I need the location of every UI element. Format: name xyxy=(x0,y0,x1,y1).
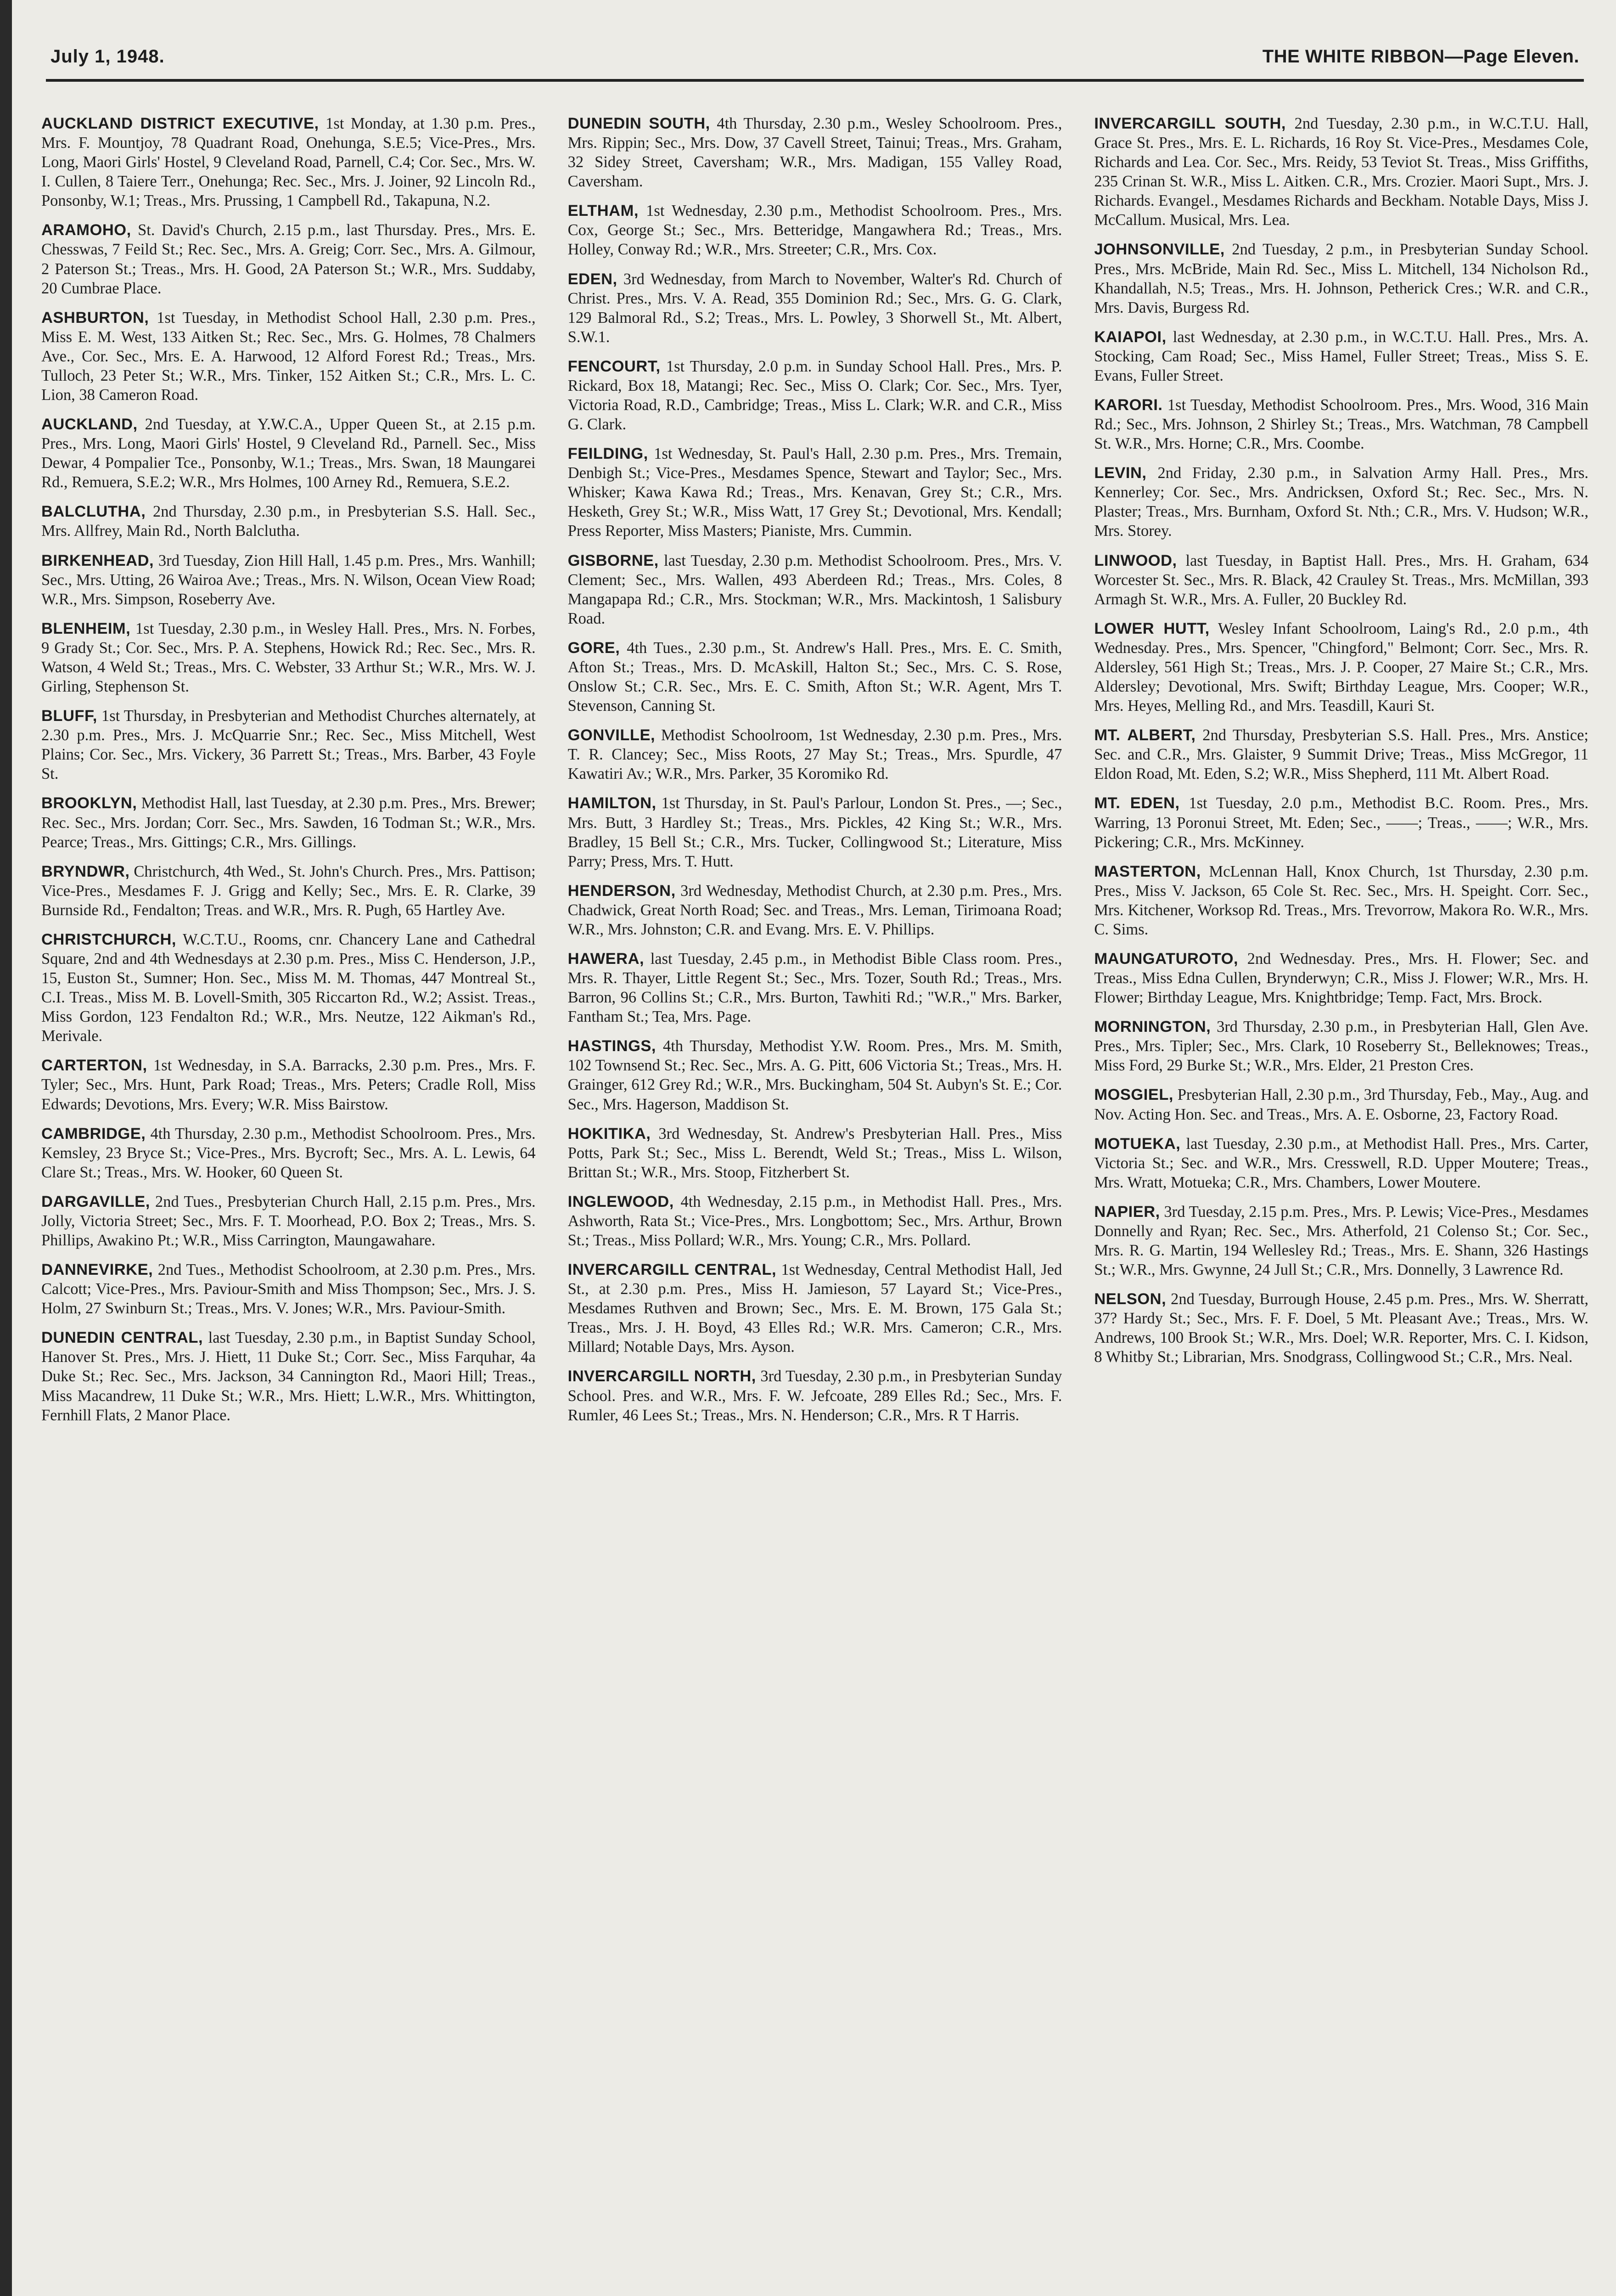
branch-entry xyxy=(568,638,1062,715)
branch-details: 2nd Tues., Methodist Schoolroom, at 2.30 p.m. Pres., Mrs. Calcott; Vice-Pres., Mrs. Paviour-Smith and Miss Thompson; Sec., Mrs. J. S. Holm, 27 Swinburn St.; Treas., Mrs. V. Jones; W.R., Mrs. Paviour-Smith. xyxy=(41,1261,536,1317)
branch-entry xyxy=(568,1192,1062,1250)
branch-details: 4th Tues., 2.30 p.m., St. Andrew's Hall. Pres., Mrs. E. C. Smith, Afton St.; Treas., Mrs. D. McAskill, Halton St.; Sec., Mrs. C. S. Rose, Onslow St.; C.R. Sec., Mrs. E. C. Smith, Afton St.; W.R. Agent, Mrs T. Stevenson, Canning St. xyxy=(567,639,1062,715)
branch-entry xyxy=(41,551,536,609)
branch-entry xyxy=(1094,1202,1588,1279)
branch-name: BLUFF, xyxy=(41,707,97,725)
branch-name: LOWER HUTT, xyxy=(1094,619,1210,637)
branch-entry xyxy=(568,444,1062,540)
page-binding-edge xyxy=(0,0,12,2296)
branch-name: MT. ALBERT, xyxy=(1094,726,1196,744)
branch-details: 3rd Wednesday, St. Andrew's Presbyterian Hall. Pres., Miss Potts, Park St.; Sec., Miss L. Berendt, Weld St.; Treas., Miss L. Wilson, Brittan St.; W.R., Mrs. Stoop, Fitzherbert St. xyxy=(567,1125,1062,1181)
branch-details: 2nd Thursday, Presbyterian S.S. Hall. Pres., Mrs. Anstice; Sec. and C.R., Mrs. Glaister, 9 Summit Drive; Treas., Miss McGregor, 11 Eldon Road, Mt. Eden, S.2; W.R., Miss Shepherd, 111 Mt. Albert Road. xyxy=(1094,726,1588,783)
branch-name: LINWOOD, xyxy=(1094,551,1177,569)
branch-name: DUNEDIN SOUTH, xyxy=(567,115,710,132)
branch-name: BIRKENHEAD, xyxy=(41,551,154,569)
branch-details: last Wednesday, at 2.30 p.m., in W.C.T.U. Hall. Pres., Mrs. A. Stocking, Cam Road; Sec., Miss Hamel, Fuller Street; Treas., Miss S. E. Evans, Fuller Street. xyxy=(1094,328,1588,384)
branch-entry xyxy=(568,201,1062,259)
branch-entry xyxy=(1094,114,1588,230)
branch-details: McLennan Hall, Knox Church, 1st Thursday, 2.30 p.m. Pres., Miss V. Jackson, 65 Cole St. Rec. Sec., Mrs. H. Speight. Corr. Sec., Mrs. Kitchener, Worksop Rd. Treas., Mrs. Trevorrow, Makora Ro. W.R., Mrs. C. Sims. xyxy=(1094,862,1588,938)
branch-name: DANNEVIRKE, xyxy=(41,1261,153,1279)
branch-name: AUCKLAND DISTRICT EXECUTIVE, xyxy=(41,115,319,132)
branch-details: 3rd Tuesday, Zion Hill Hall, 1.45 p.m. Pres., Mrs. Wanhill; Sec., Mrs. Utting, 26 Wairoa Ave.; Treas., Mrs. N. Wilson, Ocean View Road; W.R., Mrs. Simpson, Roseberry Ave. xyxy=(41,551,536,608)
branch-entry xyxy=(1094,240,1588,317)
branch-name: BROOKLYN, xyxy=(41,794,137,812)
directory-columns xyxy=(41,114,1588,2296)
branch-details: last Tuesday, 2.30 p.m., at Methodist Hall. Pres., Mrs. Carter, Victoria St.; Sec. and W.R., Mrs. Cresswell, R.D. Upper Moutere; Treas., Mrs. Wratt, Motueka; C.R., Mrs. Chambers, Lower Moutere. xyxy=(1094,1135,1588,1191)
branch-name: JOHNSONVILLE, xyxy=(1094,241,1225,259)
branch-entry xyxy=(41,1260,536,1318)
branch-name: HENDERSON, xyxy=(567,882,676,900)
branch-name: MOTUEKA, xyxy=(1094,1135,1181,1153)
branch-details: 3rd Tuesday, 2.30 p.m., in Presbyterian Sunday School. Pres. and W.R., Mrs. F. W. Jefcoate, 289 Elles Rd.; Sec., Mrs. F. Rumler, 46 Lees St.; Treas., Mrs. N. Henderson; C.R., Mrs. R T Harris. xyxy=(567,1367,1062,1424)
branch-details: last Tuesday, 2.45 p.m., in Methodist Bible Class room. Pres., Mrs. R. Thayer, Little Regent St.; Sec., Mrs. Tozer, South Rd.; Treas., Mrs. Barron, 96 Collins St.; C.R., Mrs. Burton, Tawhiti Rd.; "W.R.," Mrs. Barker, Fantham St.; Tea, Mrs. Page. xyxy=(567,950,1062,1026)
branch-name: MASTERTON, xyxy=(1094,862,1201,880)
branch-details: Methodist Hall, last Tuesday, at 2.30 p.m. Pres., Mrs. Brewer; Rec. Sec., Mrs. Jordan; Corr. Sec., Mrs. Sawden, 16 Todman St.; W.R., Mrs. Pearce; Treas., Mrs. Gittings; C.R., Mrs. Gillings. xyxy=(41,794,536,851)
branch-entry xyxy=(568,949,1062,1026)
branch-name: HASTINGS, xyxy=(567,1037,656,1055)
branch-details: 2nd Tuesday, 2 p.m., in Presbyterian Sunday School. Pres., Mrs. McBride, Main Rd. Sec., Miss L. Mitchell, 134 Nicholson Rd., Khandallah, N.5; Treas., Mrs. H. Johnson, Petherick Cres.; W.R. and C.R., Mrs. Davis, Burgess Rd. xyxy=(1094,241,1588,316)
branch-name: ARAMOHO, xyxy=(41,221,131,239)
branch-name: KARORI. xyxy=(1094,396,1163,414)
branch-details: last Tuesday, in Baptist Hall. Pres., Mrs. H. Graham, 634 Worcester St. Sec., Mrs. R. Black, 42 Crauley St. Treas., Mrs. McMillan, 393 Armagh St. W.R., Mrs. A. Fuller, 20 Buckley Rd. xyxy=(1094,551,1588,608)
branch-details: 2nd Thursday, 2.30 p.m., in Presbyterian S.S. Hall. Sec., Mrs. Allfrey, Main Rd., North Balclutha. xyxy=(41,503,536,540)
branch-entry xyxy=(568,793,1062,871)
branch-name: GISBORNE, xyxy=(567,551,659,569)
branch-name: NELSON, xyxy=(1094,1290,1167,1308)
branch-name: CHRISTCHURCH, xyxy=(41,930,176,948)
branch-name: BLENHEIM, xyxy=(41,619,131,637)
branch-name: LEVIN, xyxy=(1094,464,1147,482)
branch-details: 2nd Tues., Presbyterian Church Hall, 2.15 p.m. Pres., Mrs. Jolly, Victoria Street; Sec., Mrs. F. T. Moorhead, P.O. Box 2; Treas., Mrs. S. Phillips, Awakino Pt.; W.R., Miss Carrington, Maungawahare. xyxy=(41,1193,536,1249)
branch-entry xyxy=(41,308,536,405)
branch-details: 1st Thursday, 2.0 p.m. in Sunday School Hall. Pres., Mrs. P. Rickard, Box 18, Matangi; Rec. Sec., Miss O. Clark; Cor. Sec., Mrs. Tyer, Victoria Road, R.D., Cambridge; Treas., Miss L. Clark; W.R. and C.R., Miss G. Clark. xyxy=(567,357,1062,433)
branch-entry xyxy=(1094,1017,1588,1075)
branch-name: GONVILLE, xyxy=(567,726,656,744)
branch-name: EDEN, xyxy=(567,270,617,288)
branch-details: 1st Tuesday, Methodist Schoolroom. Pres., Mrs. Wood, 316 Main Rd.; Sec., Mrs. Johnson, 2 Shirley St.; Treas., Mrs. Watchman, 78 Campbell St. W.R., Mrs. Horne; C.R., Mrs. Coombe. xyxy=(1094,396,1588,453)
header-rule xyxy=(46,79,1584,82)
branch-entry xyxy=(41,220,536,298)
branch-name: FENCOURT, xyxy=(567,357,661,375)
branch-entry xyxy=(41,1056,536,1114)
branch-name: HOKITIKA, xyxy=(567,1125,651,1142)
branch-details: 1st Wednesday, St. Paul's Hall, 2.30 p.m. Pres., Mrs. Tremain, Denbigh St.; Vice-Pres., Mesdames Spence, Stewart and Taylor; Sec., Mrs. Whisker; Kawa Kawa Rd.; Treas., Mrs. Kenavan, Grey St.; C.R., Mrs. Hesketh, Grey St.; W.R., Miss Watt, 17 Grey St.; Devotional, Mrs. Kendall; Press Reporter, Miss Masters; Pianiste, Mrs. Cummin. xyxy=(567,445,1062,540)
branch-details: 1st Tuesday, 2.30 p.m., in Wesley Hall. Pres., Mrs. N. Forbes, 9 Grady St.; Cor. Sec., Mrs. P. A. Stephens, Howick Rd.; Rec. Sec., Mrs. R. Watson, 4 Weld St.; Treas., Mrs. C. Webster, 33 Arthur St.; W.R., Mrs. W. J. Girling, Stephenson St. xyxy=(41,619,536,696)
branch-details: 2nd Tuesday, 2.30 p.m., in W.C.T.U. Hall, Grace St. Pres., Mrs. E. L. Richards, 16 Roy St. Vice-Pres., Mesdames Cole, Richards and Lea. Cor. Sec., Mrs. Reidy, 53 Teviot St. Treas., Miss Griffiths, 235 Crinan St. W.R., Miss L. Aitken. C.R., Mrs. Crozier. Maori Supt., Mrs. J. Richards. Evangel., Mesdames Richards and Beckham. Notable Days, Miss J. McCallum. Musical, Mrs. Lea. xyxy=(1094,115,1588,229)
branch-entry xyxy=(1094,726,1588,783)
issue-date: July 1, 1948. xyxy=(50,46,165,67)
branch-name: AUCKLAND, xyxy=(41,416,138,433)
branch-details: last Tuesday, 2.30 p.m. Methodist Schoolroom. Pres., Mrs. V. Clement; Sec., Mrs. Wallen, 493 Aberdeen Rd.; Treas., Mrs. Coles, 8 Mangapapa Rd.; C.R., Mrs. Stockman; W.R., Mrs. Mackintosh, 1 Salisbury Road. xyxy=(567,551,1062,627)
branch-name: DUNEDIN CENTRAL, xyxy=(41,1329,203,1347)
branch-details: 2nd Friday, 2.30 p.m., in Salvation Army Hall. Pres., Mrs. Kennerley; Cor. Sec., Mrs. Andricksen, Oxford St.; Rec. Sec., Mrs. N. Plaster; Treas., Mrs. Burnham, Oxford St. Nth.; C.R., Mrs. V. Hudson; W.R., Mrs. Storey. xyxy=(1094,464,1588,540)
branch-entry xyxy=(41,114,536,210)
branch-entry xyxy=(1094,619,1588,715)
branch-entry xyxy=(1094,793,1588,851)
branch-name: ELTHAM, xyxy=(567,202,639,220)
branch-details: 1st Wednesday, Central Methodist Hall, Jed St., at 2.30 p.m. Pres., Miss H. Jamieson, 57 Layard St.; Vice-Pres., Mesdames Ruthven and Brown; Sec., Mrs. E. M. Brown, 175 Gala St.; Treas., Mrs. J. H. Boyd, 43 Elles Rd.; W.R. Mrs. Cameron; C.R., Mrs. Millard; Notable Days, Mrs. Ayson. xyxy=(567,1261,1062,1356)
branch-entry xyxy=(41,930,536,1046)
branch-entry xyxy=(568,881,1062,939)
branch-entry xyxy=(41,706,536,783)
branch-entry xyxy=(568,1036,1062,1114)
branch-name: MORNINGTON, xyxy=(1094,1018,1211,1036)
branch-name: HAWERA, xyxy=(567,950,645,968)
branch-entry xyxy=(1094,1085,1588,1124)
branch-entry xyxy=(568,1124,1062,1182)
branch-details: 1st Wednesday, 2.30 p.m., Methodist Schoolroom. Pres., Mrs. Cox, George St.; Sec., Mrs. Betteridge, Mangawhera Rd.; Treas., Mrs. Holley, Conway Rd.; W.R., Mrs. Streeter; C.R., Mrs. Cox. xyxy=(567,202,1062,259)
branch-entry xyxy=(1094,949,1588,1007)
branch-name: BALCLUTHA, xyxy=(41,503,146,521)
branch-name: CARTERTON, xyxy=(41,1057,147,1075)
branch-entry xyxy=(568,1260,1062,1356)
branch-details: 4th Wednesday, 2.15 p.m., in Methodist Hall. Pres., Mrs. Ashworth, Rata St.; Vice-Pres., Mrs. Longbottom; Sec., Mrs. Arthur, Brown St.; Treas., Miss Pollard; W.R., Mrs. Young; C.R., Mrs. Pollard. xyxy=(567,1193,1062,1249)
branch-name: MOSGIEL, xyxy=(1094,1086,1174,1104)
branch-entry xyxy=(568,114,1062,191)
branch-entry xyxy=(568,1367,1062,1424)
branch-details: W.C.T.U., Rooms, cnr. Chancery Lane and Cathedral Square, 2nd and 4th Wednesdays at 2.30 p.m. Pres., Miss C. Henderson, J.P., 15, Euston St., Sumner; Hon. Sec., Miss M. M. Thomas, 447 Montreal St., C.I. Treas., Miss M. B. Lovell-Smith, 305 Riccarton Rd., W.2; Assist. Treas., Miss Gordon, 123 Fendalton Rd.; W.R., Mrs. Neutze, 122 Aikman's Rd., Merivale. xyxy=(41,930,536,1045)
branch-details: 1st Monday, at 1.30 p.m. Pres., Mrs. F. Mountjoy, 78 Quadrant Road, Onehunga, S.E.5; Vice-Pres., Mrs. Long, Maori Girls' Hostel, 9 Cleveland Road, Parnell, C.4; Cor. Sec., Mrs. W. I. Cullen, 8 Taiere Terr., Onehunga; Rec. Sec., Mrs. J. Joiner, 92 Lincoln Rd., Ponsonby, W.1; Treas., Mrs. Prussing, 1 Campbell Rd., Takapuna, N.2. xyxy=(41,115,536,210)
branch-entry xyxy=(41,1192,536,1250)
branch-details: last Tuesday, 2.30 p.m., in Baptist Sunday School, Hanover St. Pres., Mrs. J. Hiett, 11 Duke St.; Corr. Sec., Miss Farquhar, 4a Duke St.; Rec. Sec., Mrs. Jackson, 34 Cannington Rd., Maori Hill; Treas., Miss Macandrew, 11 Duke St.; W.R., Mrs. Hiett; L.W.R., Mrs. Whittington, Fernhill Flats, 2 Manor Place. xyxy=(41,1329,536,1424)
branch-details: Wesley Infant Schoolroom, Laing's Rd., 2.0 p.m., 4th Wednesday. Pres., Mrs. Spencer, "Chingford," Belmont; Corr. Sec., Mrs. R. Aldersley, 561 High St.; Treas., Mrs. J. P. Cooper, 27 Maire St.; C.R., Mrs. Aldersley; Devotional, Mrs. Swift; Birthday League, Mrs. Cooper; W.R., Mrs. Heyes, Melling Rd., and Mrs. Teasdill, Kauri St. xyxy=(1094,619,1588,715)
branch-details: St. David's Church, 2.15 p.m., last Thursday. Pres., Mrs. E. Chesswas, 7 Feild St.; Rec. Sec., Mrs. A. Greig; Corr. Sec., Mrs. A. Gilmour, 2 Paterson St.; Treas., Mrs. H. Good, 2A Paterson St.; W.R., Mrs. Suddaby, 20 Cumbrae Place. xyxy=(41,221,536,297)
branch-entry xyxy=(41,619,536,696)
branch-details: 2nd Tuesday, at Y.W.C.A., Upper Queen St., at 2.15 p.m. Pres., Mrs. Long, Maori Girls' Hostel, 9 Cleveland Rd., Parnell. Sec., Miss Dewar, 4 Pompalier Tce., Ponsonby, W.1.; Treas., Mrs. Swan, 18 Maungarei Rd., Remuera, S.E.2; W.R., Mrs Holmes, 100 Arney Rd., Remuera, S.E.2. xyxy=(41,416,536,491)
branch-entry xyxy=(1094,551,1588,609)
branch-name: HAMILTON, xyxy=(567,794,656,812)
branch-entry xyxy=(41,793,536,851)
column-3 xyxy=(1094,114,1588,2296)
branch-entry xyxy=(41,1328,536,1424)
branch-name: INVERCARGILL NORTH, xyxy=(567,1367,756,1385)
branch-details: 1st Tuesday, in Methodist School Hall, 2.30 p.m. Pres., Miss E. M. West, 133 Aitken St.; Rec. Sec., Mrs. G. Holmes, 78 Chalmers Ave., Cor. Sec., Mrs. E. A. Harwood, 12 Alford Forest Rd.; Treas., Mrs. Tulloch, 23 Peter St.; W.R., Mrs. Tinker, 152 Aitken St.; C.R., Mrs. L. C. Lion, 38 Cameron Road. xyxy=(41,309,536,404)
branch-details: 3rd Wednesday, from March to November, Walter's Rd. Church of Christ. Pres., Mrs. V. A. Read, 355 Dominion Rd.; Sec., Mrs. G. G. Clark, 129 Balmoral Rd., S.2; Treas., Mrs. L. Powley, 3 Shorwell St., Mt. Albert, S.W.1. xyxy=(567,270,1062,346)
branch-details: 4th Thursday, Methodist Y.W. Room. Pres., Mrs. M. Smith, 102 Townsend St.; Rec. Sec., Mrs. A. G. Pitt, 606 Victoria St.; Treas., Mrs. H. Grainger, 612 Grey Rd.; W.R., Mrs. Buckingham, 504 St. Aubyn's St. E.; Cor. Sec., Mrs. Hagerson, Maddison St. xyxy=(567,1037,1062,1113)
page-header xyxy=(50,36,1579,77)
branch-details: 1st Thursday, in Presbyterian and Methodist Churches alternately, at 2.30 p.m. Pres., Mrs. J. McQuarrie Snr.; Rec. Sec., Miss Mitchell, West Plains; Cor. Sec., Mrs. Vickery, 36 Parrett St.; Treas., Mrs. Barber, 43 Foyle St. xyxy=(41,707,536,783)
column-1 xyxy=(41,114,536,2296)
branch-name: NAPIER, xyxy=(1094,1203,1160,1221)
column-2 xyxy=(568,114,1062,2296)
branch-details: 4th Thursday, 2.30 p.m., Methodist Schoolroom. Pres., Mrs. Kemsley, 23 Bryce St.; Vice-Pres., Mrs. Bycroft; Sec., Mrs. A. L. Lewis, 64 Clare St.; Treas., Mrs. W. Hooker, 60 Queen St. xyxy=(41,1125,536,1181)
branch-entry xyxy=(41,1124,536,1182)
branch-name: GORE, xyxy=(567,639,620,657)
branch-details: 3rd Tuesday, 2.15 p.m. Pres., Mrs. P. Lewis; Vice-Pres., Mesdames Donnelly and Ryan; Rec. Sec., Mrs. Atherfold, 21 Colenso St.; Cor. Sec., Mrs. R. G. Martin, 194 Wellesley Rd.; Treas., Mrs. E. Shann, 326 Hastings St.; W.R., Mrs. Gwynne, 24 Jull St.; C.R., Mrs. Donnelly, 3 Lawrence Rd. xyxy=(1094,1203,1588,1279)
branch-entry xyxy=(568,270,1062,347)
branch-details: 1st Wednesday, in S.A. Barracks, 2.30 p.m. Pres., Mrs. F. Tyler; Sec., Mrs. Hunt, Park Road; Treas., Mrs. Peters; Cradle Roll, Miss Edwards; Devotions, Mrs. Every; W.R. Miss Bairstow. xyxy=(41,1057,536,1113)
branch-name: BRYNDWR, xyxy=(41,862,130,880)
branch-entry xyxy=(568,726,1062,783)
branch-name: INGLEWOOD, xyxy=(567,1193,674,1210)
branch-entry xyxy=(41,502,536,540)
branch-details: Presbyterian Hall, 2.30 p.m., 3rd Thursday, Feb., May., Aug. and Nov. Acting Hon. Sec. and Treas., Mrs. A. E. Osborne, 23, Factory Road. xyxy=(1094,1086,1588,1123)
branch-name: CAMBRIDGE, xyxy=(41,1125,146,1142)
publication-title: THE WHITE RIBBON—Page Eleven. xyxy=(1262,46,1579,67)
branch-details: Christchurch, 4th Wed., St. John's Church. Pres., Mrs. Pattison; Vice-Pres., Mesdames F. J. Grigg and Kelly; Sec., Mrs. E. R. Clarke, 39 Burnside Rd., Fendalton; Treas. and W.R., Mrs. R. Pugh, 65 Hartley Ave. xyxy=(41,862,536,919)
branch-name: INVERCARGILL SOUTH, xyxy=(1094,115,1286,132)
branch-entry xyxy=(1094,395,1588,453)
branch-entry xyxy=(1094,862,1588,939)
branch-entry xyxy=(568,551,1062,628)
branch-name: FEILDING, xyxy=(567,445,648,463)
branch-entry xyxy=(1094,463,1588,540)
branch-entry xyxy=(1094,1289,1588,1367)
branch-entry xyxy=(1094,327,1588,385)
branch-entry xyxy=(568,357,1062,434)
branch-name: MAUNGATUROTO, xyxy=(1094,950,1239,968)
branch-name: ASHBURTON, xyxy=(41,309,149,326)
branch-details: 4th Thursday, 2.30 p.m., Wesley Schoolroom. Pres., Mrs. Rippin; Sec., Mrs. Dow, 37 Cavell Street, Tainui; Treas., Mrs. Graham, 32 Sidey Street, Caversham; W.R., Mrs. Madigan, 155 Valley Road, Caversham. xyxy=(567,115,1062,191)
branch-entry xyxy=(1094,1134,1588,1192)
branch-details: 1st Tuesday, 2.0 p.m., Methodist B.C. Room. Pres., Mrs. Warring, 13 Poronui Street, Mt. Eden; Sec., ——; Treas., ——; W.R., Mrs. Pickering; C.R., Mrs. McKinney. xyxy=(1094,794,1588,851)
branch-details: 3rd Wednesday, Methodist Church, at 2.30 p.m. Pres., Mrs. Chadwick, Great North Road; Sec. and Treas., Mrs. Leman, Tirimoana Road; W.R., Mrs. Johnston; C.R. and Evang. Mrs. E. V. Phillips. xyxy=(567,882,1062,938)
branch-name: DARGAVILLE, xyxy=(41,1193,150,1210)
branch-entry xyxy=(41,862,536,920)
branch-details: 2nd Tuesday, Burrough House, 2.45 p.m. Pres., Mrs. W. Sherratt, 37? Hardy St.; Sec., Mrs. F. F. Doel, 5 Mt. Pleasant Ave.; Treas., Mrs. W. Andrews, 100 Brook St.; W.R., Mrs. Doel; W.R. Reporter, Mrs. C. I. Kidson, 8 Whitby St.; Librarian, Mrs. Snodgrass, Collingwood St.; C.R., Mrs. Neal. xyxy=(1094,1290,1588,1366)
branch-details: 3rd Thursday, 2.30 p.m., in Presbyterian Hall, Glen Ave. Pres., Mrs. Tipler; Sec., Mrs. Clark, 10 Roseberry St., Belleknowes; Treas., Miss Ford, 29 Burke St.; W.R., Mrs. Elder, 21 Preston Cres. xyxy=(1094,1018,1588,1075)
branch-name: KAIAPOI, xyxy=(1094,328,1167,346)
branch-name: MT. EDEN, xyxy=(1094,794,1180,812)
branch-name: INVERCARGILL CENTRAL, xyxy=(567,1261,777,1279)
branch-details: 2nd Wednesday. Pres., Mrs. H. Flower; Sec. and Treas., Miss Edna Cullen, Brynderwyn; C.R., Miss J. Flower; W.R., Mrs. H. Flower; Birthday League, Mrs. Knightbridge; Temp. Fact, Mrs. Brock. xyxy=(1094,950,1588,1007)
branch-details: Methodist Schoolroom, 1st Wednesday, 2.30 p.m. Pres., Mrs. T. R. Clancey; Sec., Miss Roots, 27 May St.; Treas., Mrs. Spurdle, 47 Kawatiri Av.; W.R., Mrs. Parker, 35 Koromiko Rd. xyxy=(567,726,1062,783)
branch-details: 1st Thursday, in St. Paul's Parlour, London St. Pres., —; Sec., Mrs. Butt, 3 Hardley St.; Treas., Mrs. Pickles, 42 King St.; W.R., Mrs. Bradley, 15 Bell St.; C.R., Mrs. Tucker, Collingwood St.; Literature, Miss Parry; Press, Mrs. T. Hutt. xyxy=(567,794,1062,870)
branch-entry xyxy=(41,415,536,492)
